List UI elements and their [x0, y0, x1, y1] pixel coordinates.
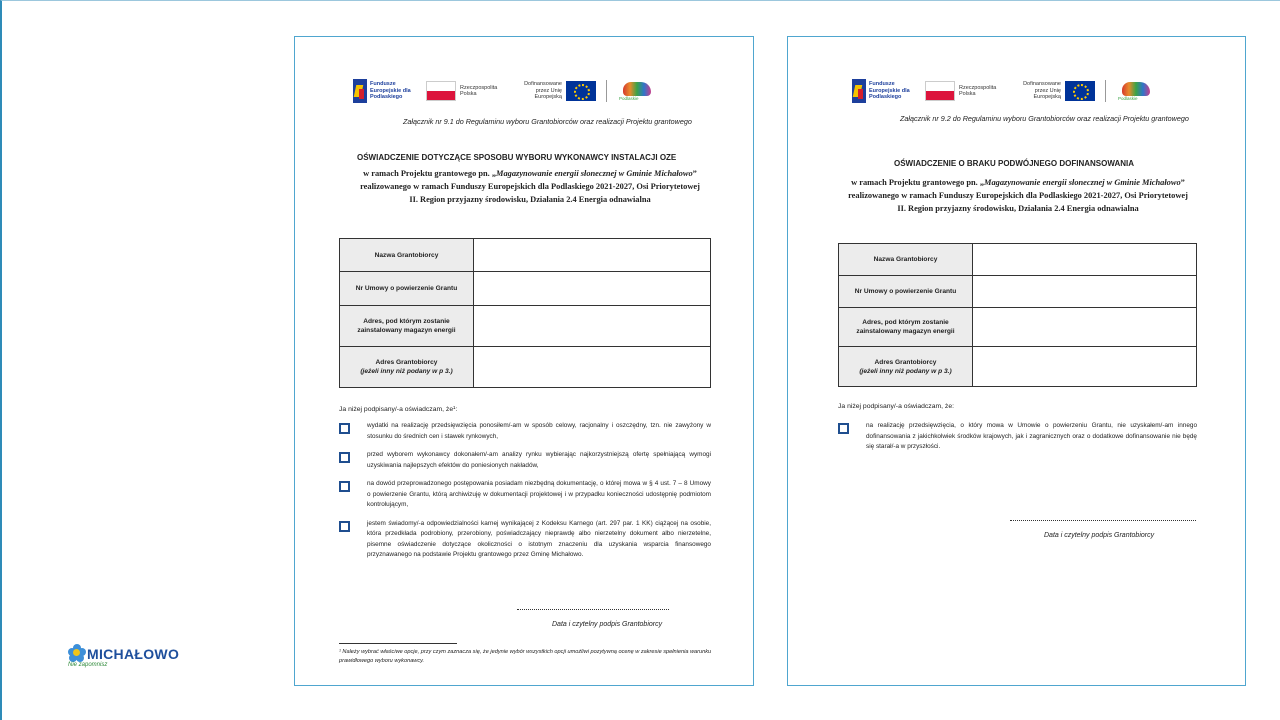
brand-tagline: Nie zapomnisz: [68, 662, 108, 668]
project-intro: w ramach Projektu grantowego pn. „Magazynowanie energii słonecznej w Gminie Michałowo” realizowanego w ramach Funduszy Europejskich dla Podlaskiego 2021-2027, Osi Priorytetowej II. Region przyjazny środowisku, Działania 2.4 Energia odnawialna: [848, 178, 1188, 213]
table-row: [839, 308, 1197, 347]
table-row: [839, 244, 1197, 276]
document-title: OŚWIADCZENIE DOTYCZĄCE SPOSOBU WYBORU WYKONAWCY INSTALACJI OZE: [357, 153, 677, 162]
row-label: Adres Grantobiorcy (jeżeli inny niż podany w p 3.): [839, 347, 973, 387]
grantee-address-field[interactable]: [973, 347, 1197, 387]
project-intro: w ramach Projektu grantowego pn. „Magazynowanie energii słonecznej w Gminie Michałowo” realizowanego w ramach Funduszy Europejskich dla Podlaskiego 2021-2027, Osi Priorytetowej II. Region przyjazny środowisku, Działania 2.4 Energia odnawialna: [360, 169, 700, 204]
logo-divider: [606, 80, 607, 102]
forget-me-not-icon: [68, 644, 86, 662]
logo-strip: [852, 77, 1154, 105]
grantee-name-field[interactable]: [973, 244, 1197, 276]
grantee-info-table: [838, 243, 1197, 387]
list-item: jestem świadomy/-a odpowiedzialności karnej wynikającej z Kodeksu Karnego (art. 297 par. 1 KK) ciążącej na osobie, która przedkłada podrobiony, przerobiony, poświadczający nieprawdę albo nierzetelny dokument albo nierzetelne, pisemne oświadczenie dotyczące okoliczności o istotnym znaczeniu dla uzyskania wsparcia finansowego przyznawanego na podstawie Projektu grantowego przez Gminę Michałowo.: [339, 519, 711, 561]
eu-logo: Dofinansowane przez Unię Europejską: [1009, 81, 1095, 101]
signature-caption: Data i czytelny podpis Grantobiorcy: [1044, 532, 1155, 539]
fe-logo: Fundusze Europejskie dla Podlaskiego: [852, 79, 915, 103]
poland-flag-icon: [426, 81, 456, 101]
declaration-intro: Ja niżej podpisany/-a oświadczam, że¹:: [339, 406, 458, 413]
declaration-list: [339, 421, 711, 569]
fe-icon: [852, 79, 866, 103]
eu-flag-icon: [566, 81, 596, 101]
row-label: Adres Grantobiorcy (jeżeli inny niż podany w p 3.): [340, 347, 474, 388]
declaration-checkbox-1[interactable]: [339, 423, 350, 434]
declaration-list: [838, 421, 1197, 461]
declaration-checkbox-3[interactable]: [339, 481, 350, 492]
logo-strip: [353, 77, 655, 105]
grantee-info-table: [339, 238, 711, 388]
eu-logo: Dofinansowane przez Unię Europejską: [510, 81, 596, 101]
signature-caption: Data i czytelny podpis Grantobiorcy: [552, 621, 663, 628]
row-label: Adres, pod którym zostanie zainstalowany magazyn energii: [340, 306, 474, 347]
document-page-2: [787, 36, 1246, 686]
pl-logo: Rzeczpospolita Polska: [925, 81, 999, 101]
row-label: Adres, pod którym zostanie zainstalowany magazyn energii: [839, 308, 973, 347]
document-page-1: [294, 36, 754, 686]
grantee-name-field[interactable]: [474, 239, 711, 272]
list-item: wydatki na realizację przedsięwzięcia ponosiłem/-am w sposób celowy, racjonalny i oszczędny, tzn. nie zawyżony w stosunku do średnich cen i stawek rynkowych,: [339, 421, 711, 442]
attachment-note: Załącznik nr 9.2 do Regulaminu wyboru Grantobiorców oraz realizacji Projektu grantowego: [900, 114, 1189, 123]
installation-address-field[interactable]: [474, 306, 711, 347]
grantee-address-field[interactable]: [474, 347, 711, 388]
michalowo-logo: [68, 642, 188, 674]
row-label: Nr Umowy o powierzenie Grantu: [839, 276, 973, 308]
document-title: OŚWIADCZENIE O BRAKU PODWÓJNEGO DOFINANSOWANIA: [894, 159, 1135, 168]
brand-name: MICHAŁOWO: [87, 646, 180, 662]
list-item: na dowód przeprowadzonego postępowania posiadam niezbędną dokumentację, o której mowa w § 4 ust. 7 – 8 Umowy o powierzenie Grantu, którą archiwizuję w dokumentacji projektowej i w przypadku konieczności udostępnię podmiotom kontrolującym,: [339, 479, 711, 511]
eu-flag-icon: [1065, 81, 1095, 101]
signature-line[interactable]: [1010, 520, 1196, 521]
row-label: Nazwa Grantobiorcy: [340, 239, 474, 272]
table-row: [839, 347, 1197, 387]
attachment-note: Załącznik nr 9.1 do Regulaminu wyboru Grantobiorców oraz realizacji Projektu grantowego: [403, 117, 692, 126]
row-label: Nazwa Grantobiorcy: [839, 244, 973, 276]
table-row: [340, 272, 711, 306]
podlaskie-bison-icon: Podlaskie: [1118, 79, 1154, 103]
list-item: przed wyborem wykonawcy dokonałem/-am analizy rynku wybierając najkorzystniejszą ofertę spełniającą wymogi uzyskiwania najlepszych efektów do poniesionych nakładów,: [339, 450, 711, 471]
podlaskie-bison-icon: Podlaskie: [619, 79, 655, 103]
table-row: [340, 347, 711, 388]
list-item: na realizację przedsięwzięcia, o który mowa w Umowie o powierzeniu Grantu, nie uzyskałem/-am innego dofinansowania z jakichkolwiek środków krajowych, jak i zagranicznych oraz o dodatkowe dofinansowanie nie będę się starał/-a w przyszłości.: [838, 421, 1197, 453]
fe-logo: Fundusze Europejskie dla Podlaskiego: [353, 79, 416, 103]
table-row: [839, 276, 1197, 308]
footnote-divider: [339, 643, 457, 644]
declaration-checkbox-2[interactable]: [339, 452, 350, 463]
signature-line[interactable]: [517, 609, 669, 610]
logo-divider: [1105, 80, 1106, 102]
declaration-intro: Ja niżej podpisany/-a oświadczam, że:: [838, 403, 954, 410]
declaration-checkbox-1[interactable]: [838, 423, 849, 434]
row-label: Nr Umowy o powierzenie Grantu: [340, 272, 474, 306]
table-row: [340, 306, 711, 347]
pl-logo: Rzeczpospolita Polska: [426, 81, 500, 101]
installation-address-field[interactable]: [973, 308, 1197, 347]
declaration-checkbox-4[interactable]: [339, 521, 350, 532]
fe-icon: [353, 79, 367, 103]
footnote: ¹ Należy wybrać właściwe opcje, przy czym zaznacza się, że jedynie wybór wszystkich opcji umożliwi pozytywną ocenę w zakresie spełnienia warunku prawidłowego wyboru wykonawcy.: [339, 649, 712, 664]
table-row: [340, 239, 711, 272]
agreement-number-field[interactable]: [474, 272, 711, 306]
agreement-number-field[interactable]: [973, 276, 1197, 308]
poland-flag-icon: [925, 81, 955, 101]
